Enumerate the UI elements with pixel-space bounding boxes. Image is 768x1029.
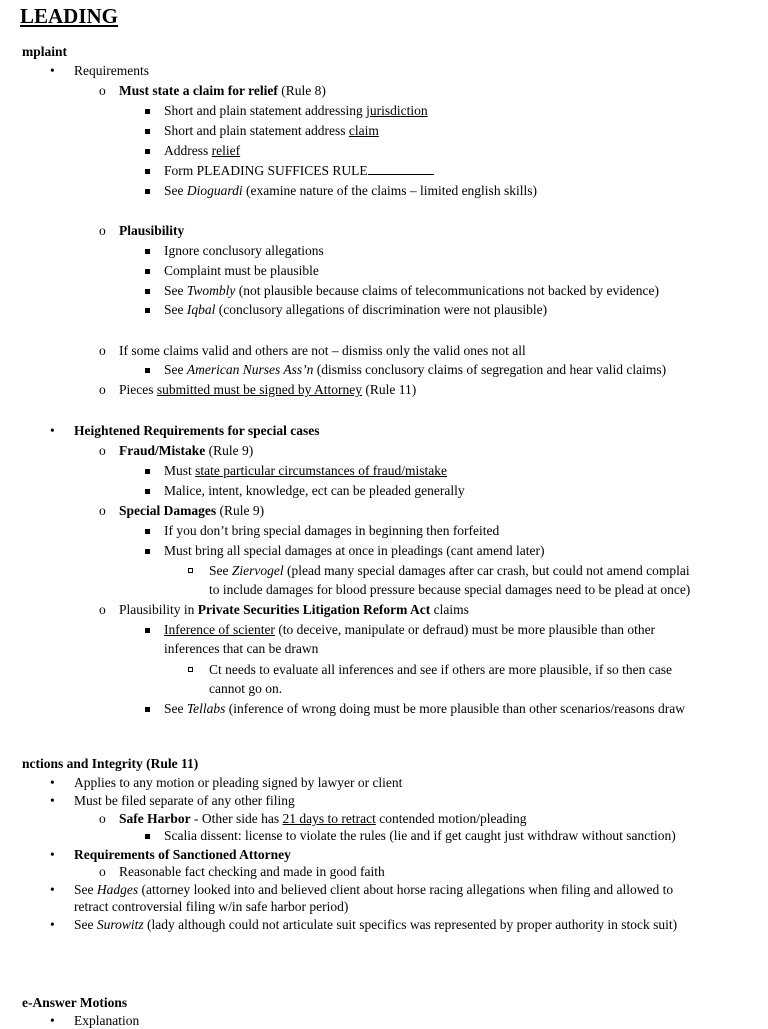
list-item-plausibility: Plausibility — [119, 223, 185, 238]
list-item-ziervogel: See Ziervogel (plead many special damages after car crash, but could not amend complai — [209, 563, 690, 578]
list-item-twombly: See Twombly (not plausible because claims of telecommunications not backed by evidence) — [164, 283, 659, 298]
bullet-glyph: • — [50, 882, 55, 897]
section-heading-sanctions: nctions and Integrity (Rule 11) — [22, 756, 199, 771]
list-item-surowitz: See Surowitz (lady although could not articulate suit specifics was represented by proper authority in stock suit) — [74, 917, 678, 932]
list-item-jurisdiction: Short and plain statement addressing jurisdiction — [164, 103, 428, 118]
list-item-american-nurses: See American Nurses Ass’n (dismiss conclusory claims of segregation and hear valid claims) — [164, 362, 667, 377]
circle-bullet: o — [99, 382, 106, 397]
list-item-must-be-plausible: Complaint must be plausible — [164, 263, 319, 278]
list-item-dioguardi: See Dioguardi (examine nature of the claims – limited english skills) — [164, 183, 537, 198]
list-item-pslra: Plausibility in Private Securities Litigation Reform Act claims — [119, 602, 469, 617]
circle-bullet: o — [99, 443, 106, 458]
square-bullet — [145, 289, 150, 294]
list-item-applies: Applies to any motion or pleading signed by lawyer or client — [74, 775, 403, 790]
section-heading-complaint: mplaint — [22, 44, 68, 59]
bullet-glyph: • — [50, 1013, 55, 1028]
list-item-some-claims-valid: If some claims valid and others are not – dismiss only the valid ones not all — [119, 343, 526, 358]
list-item-req-sanctioned: Requirements of Sanctioned Attorney — [74, 847, 291, 862]
section-heading-pre-answer: e-Answer Motions — [22, 995, 128, 1010]
list-item-relief: Address relief — [164, 143, 241, 158]
square-bullet — [145, 469, 150, 474]
square-bullet — [145, 628, 150, 633]
square-bullet — [145, 529, 150, 534]
bullet-glyph: • — [50, 775, 55, 790]
hollow-square-bullet — [188, 667, 193, 672]
list-item-ziervogel-cont: to include damages for blood pressure because special damages need to be plead at once) — [209, 582, 691, 597]
circle-bullet: o — [99, 503, 106, 518]
list-item-special-damages: Special Damages (Rule 9) — [119, 503, 265, 518]
list-item-tellabs: See Tellabs (inference of wrong doing must be more plausible than other scenarios/reasons draw — [164, 701, 686, 716]
list-item-hadges-cont: retract controversial filing w/in safe harbor period) — [74, 899, 349, 914]
list-item-form-rule: Form PLEADING SUFFICES RULE — [164, 162, 434, 179]
square-bullet — [145, 707, 150, 712]
list-item-ct-needs: Ct needs to evaluate all inferences and see if others are more plausible, if so then case — [209, 662, 672, 677]
list-item-particular-circumstances: Must state particular circumstances of fraud/mistake — [164, 463, 448, 478]
list-item-explanation: Explanation — [74, 1013, 140, 1028]
list-item-fraud-mistake: Fraud/Mistake (Rule 9) — [119, 443, 254, 458]
square-bullet — [145, 368, 150, 373]
list-item-filed-separate: Must be filed separate of any other filing — [74, 793, 295, 808]
square-bullet — [145, 129, 150, 134]
hollow-square-bullet — [188, 568, 193, 573]
circle-bullet: o — [99, 811, 106, 826]
square-bullet — [145, 249, 150, 254]
square-bullet — [145, 489, 150, 494]
square-bullet — [145, 109, 150, 114]
list-item-claim: Short and plain statement address claim — [164, 123, 379, 138]
circle-bullet: o — [99, 83, 106, 98]
list-item-must-bring-all: Must bring all special damages at once in pleadings (cant amend later) — [164, 543, 545, 558]
circle-bullet: o — [99, 223, 106, 238]
square-bullet — [145, 308, 150, 313]
bullet-glyph: • — [50, 423, 55, 438]
list-item-scienter-cont: inferences that can be drawn — [164, 641, 319, 656]
bullet-glyph: • — [50, 793, 55, 808]
list-item-hadges: See Hadges (attorney looked into and believed client about horse racing allegations when filing and allowed to — [74, 882, 674, 897]
circle-bullet: o — [99, 602, 106, 617]
square-bullet — [145, 189, 150, 194]
circle-bullet: o — [99, 343, 106, 358]
square-bullet — [145, 834, 150, 839]
list-item-must-state-claim: Must state a claim for relief (Rule 8) — [119, 83, 326, 98]
list-item-reasonable: Reasonable fact checking and made in good faith — [119, 864, 385, 879]
bullet-glyph: • — [50, 847, 55, 862]
list-item-scalia: Scalia dissent: license to violate the rules (lie and if get caught just withdraw without sanction) — [164, 828, 676, 843]
list-item-malice: Malice, intent, knowledge, ect can be pleaded generally — [164, 483, 465, 498]
list-item-ct-needs-cont: cannot go on. — [209, 681, 283, 696]
bullet-glyph: • — [50, 917, 55, 932]
circle-bullet: o — [99, 864, 106, 879]
square-bullet — [145, 549, 150, 554]
list-item-requirements: Requirements — [74, 63, 149, 78]
list-item-safe-harbor: Safe Harbor - Other side has 21 days to retract contended motion/pleading — [119, 811, 527, 826]
list-item-heightened: Heightened Requirements for special cases — [74, 423, 320, 438]
square-bullet — [145, 169, 150, 174]
page-title: LEADING — [20, 4, 119, 28]
bullet-glyph: • — [50, 63, 55, 78]
fill-in-blank — [368, 162, 434, 175]
list-item-scienter: Inference of scienter (to deceive, manipulate or defraud) must be more plausible than other — [164, 622, 656, 637]
list-item-iqbal: See Iqbal (conclusory allegations of discrimination were not plausible) — [164, 302, 548, 317]
square-bullet — [145, 269, 150, 274]
list-item-pieces-signed: Pieces submitted must be signed by Attorney (Rule 11) — [119, 382, 417, 397]
list-item-forfeited: If you don’t bring special damages in beginning then forfeited — [164, 523, 500, 538]
square-bullet — [145, 149, 150, 154]
list-item-ignore-conclusory: Ignore conclusory allegations — [164, 243, 324, 258]
